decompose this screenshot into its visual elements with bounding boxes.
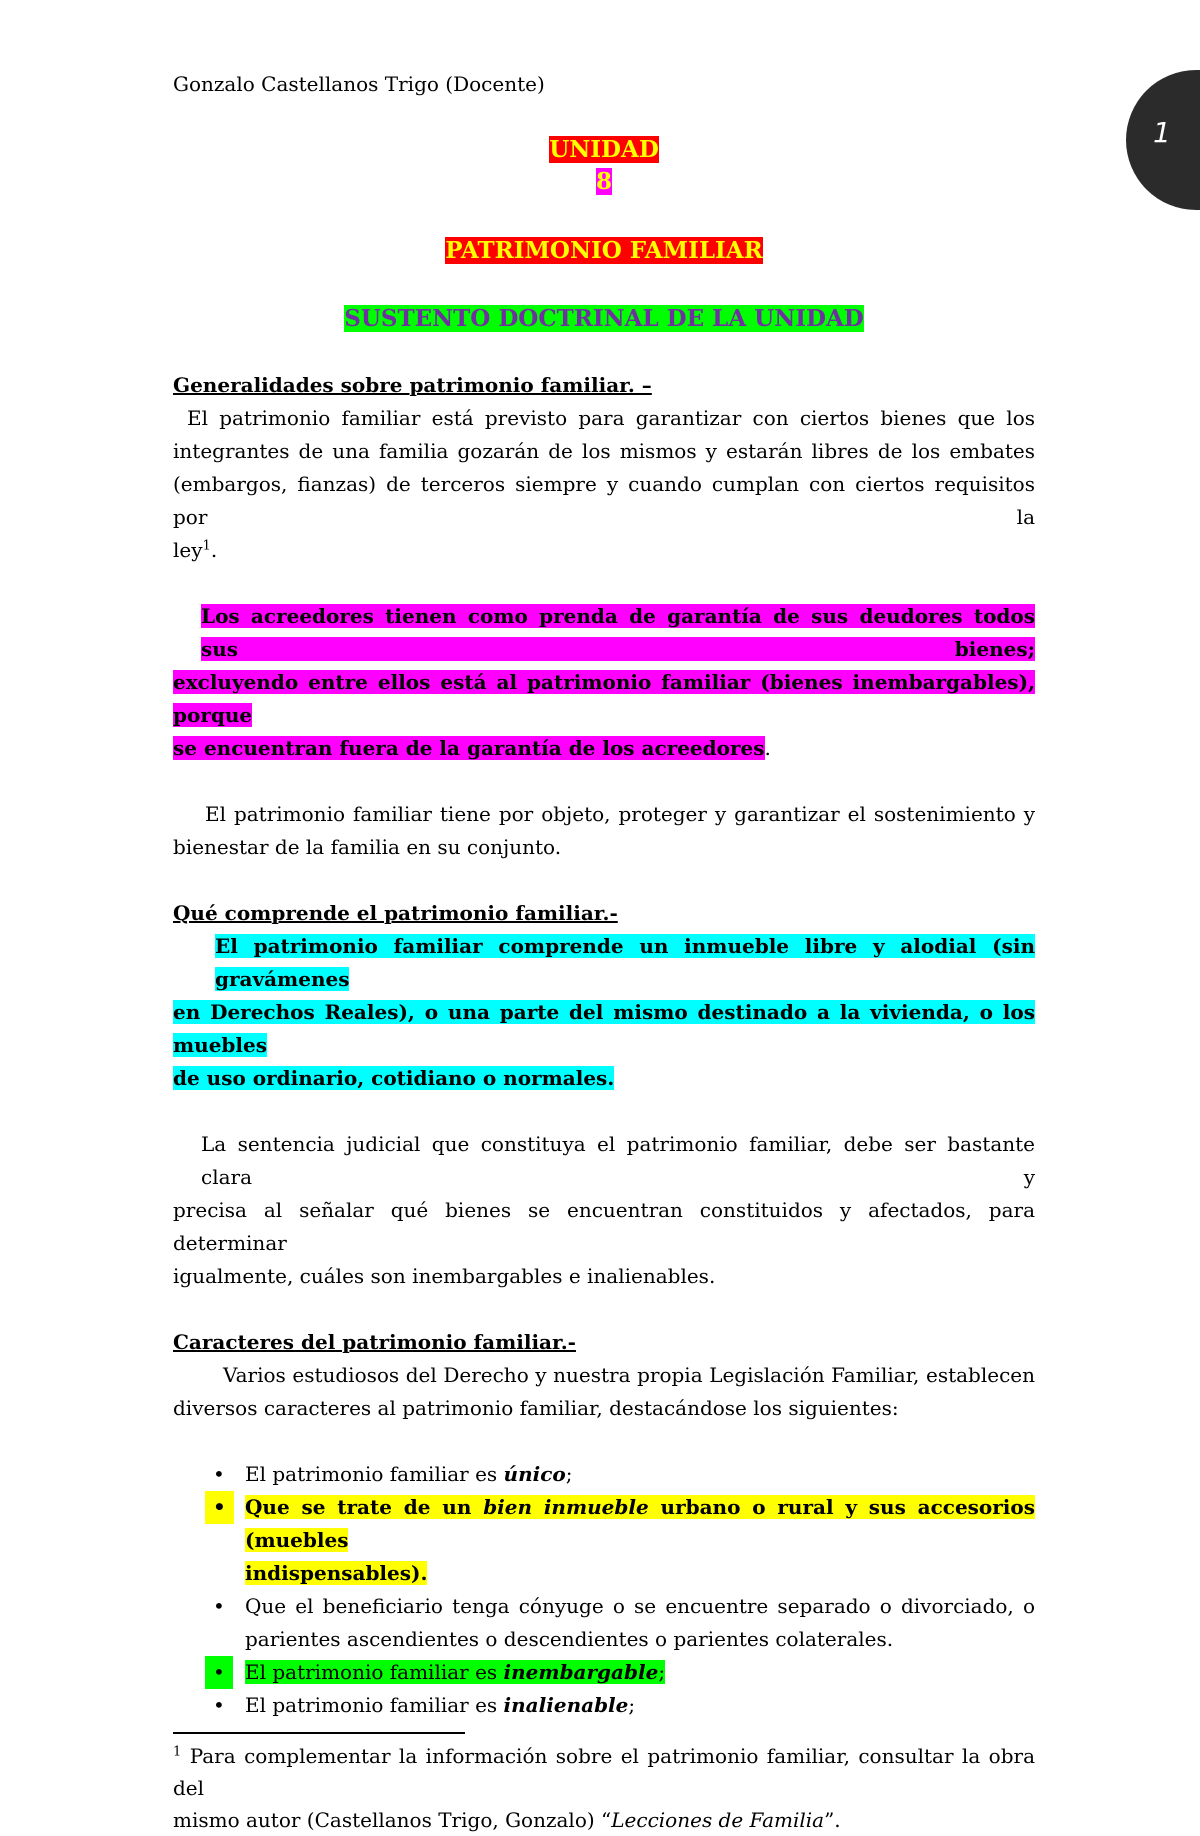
paragraph-generalidades	[173, 402, 1035, 567]
main-title-block	[173, 234, 1035, 268]
highlighted-text: se encuentran fuera de la garantía de los acreedores	[173, 736, 765, 760]
footnote: $^1$ Para complementar la información sobre el patrimonio familiar, consultar la obra del mismo autor (Castellanos Trigo, Gonzalo) “Lecciones de Familia”.	[173, 1744, 1035, 1832]
highlighted-text: Los acreedores tienen como prenda de garantía de sus deudores todos sus bienes;	[201, 604, 1035, 661]
paragraph-objeto	[173, 798, 1035, 864]
page-number: 1	[1153, 116, 1171, 149]
paragraph-acreedores: Los acreedores tienen como prenda de garantía de sus deudores todos sus bienes; excluyendo entre ellos está al patrimonio familiar (bienes inembargables), porque se encuentran fuera de la garantía de los acreedores.	[173, 604, 1035, 760]
unit-title-block	[173, 134, 1035, 198]
footnote-separator	[173, 1732, 465, 1740]
footnote-mark: 1	[173, 1744, 182, 1760]
text-line: diversos caracteres al patrimonio familiar, destacándose los siguientes:	[173, 1396, 899, 1420]
document-body	[173, 68, 1035, 1836]
unit-label: UNIDAD	[549, 136, 659, 163]
caracteres-list	[173, 1458, 1035, 1722]
highlighted-text: excluyendo entre ellos está al patrimonio familiar (bienes inembargables), porque	[173, 670, 1035, 727]
text-line: El patrimonio familiar está previsto para garantizar con ciertos bienes que los	[187, 406, 1035, 430]
bullet-icon: •	[213, 1594, 225, 1618]
bullet-icon: •	[213, 1693, 225, 1717]
highlighted-text: de uso ordinario, cotidiano o normales.	[173, 1066, 615, 1090]
text-line: (embargos, fianzas) de terceros siempre y cuando cumplan con ciertos requisitos por la	[173, 472, 1035, 529]
doctrinal-subtitle: SUSTENTO DOCTRINAL DE LA UNIDAD	[344, 305, 864, 332]
text-line: Varios estudiosos del Derecho y nuestra propia Legislación Familiar, establecen	[223, 1363, 1035, 1387]
bullet-icon: •	[213, 1462, 225, 1486]
unit-number: 8	[595, 168, 612, 195]
highlighted-text: El patrimonio familiar comprende un inmueble libre y alodial (sin gravámenes	[215, 934, 1035, 991]
text-line: La sentencia judicial que constituya el patrimonio familiar, debe ser bastante clara y	[201, 1132, 1035, 1189]
section-heading-comprende: Qué comprende el patrimonio familiar.-	[173, 901, 618, 925]
paragraph-caracteres	[173, 1359, 1035, 1425]
text-line: ley$^1$.	[173, 538, 218, 562]
text-line: El patrimonio familiar tiene por objeto, proteger y garantizar el sostenimiento y	[205, 802, 1035, 826]
list-item: • El patrimonio familiar es inembargable;	[173, 1656, 1035, 1689]
list-item: • Que el beneficiario tenga cónyuge o se encuentre separado o divorciado, o parientes ascendientes o descendientes o parientes colaterales.	[173, 1590, 1035, 1656]
highlighted-text: en Derechos Reales), o una parte del mismo destinado a la vivienda, o los muebles	[173, 1000, 1035, 1057]
paragraph-comprende	[173, 930, 1035, 1095]
page-number-tab	[1126, 70, 1200, 210]
subtitle-block	[173, 302, 1035, 336]
list-item: • Que se trate de un bien inmueble urbano o rural y sus accesorios (muebles indispensables).	[173, 1491, 1035, 1590]
paragraph-sentencia	[173, 1128, 1035, 1293]
main-title: PATRIMONIO FAMILIAR	[445, 237, 763, 264]
list-item: • El patrimonio familiar es inalienable;	[173, 1689, 1035, 1722]
section-heading-generalidades: Generalidades sobre patrimonio familiar. –	[173, 373, 652, 397]
bullet-icon: •	[205, 1491, 234, 1524]
text-line: precisa al señalar qué bienes se encuentran constituidos y afectados, para determinar	[173, 1198, 1035, 1255]
text-line: integrantes de una familia gozarán de los mismos y estarán libres de los embates	[173, 439, 1035, 463]
text-line: igualmente, cuáles son inembargables e inalienables.	[173, 1264, 716, 1288]
footnote-reference[interactable]: 1	[202, 538, 211, 554]
list-item: • El patrimonio familiar es único;	[173, 1458, 1035, 1491]
text-line: bienestar de la familia en su conjunto.	[173, 835, 562, 859]
author-header: Gonzalo Castellanos Trigo (Docente)	[173, 72, 545, 96]
bullet-icon: •	[205, 1656, 233, 1689]
section-heading-caracteres: Caracteres del patrimonio familiar.-	[173, 1330, 576, 1354]
